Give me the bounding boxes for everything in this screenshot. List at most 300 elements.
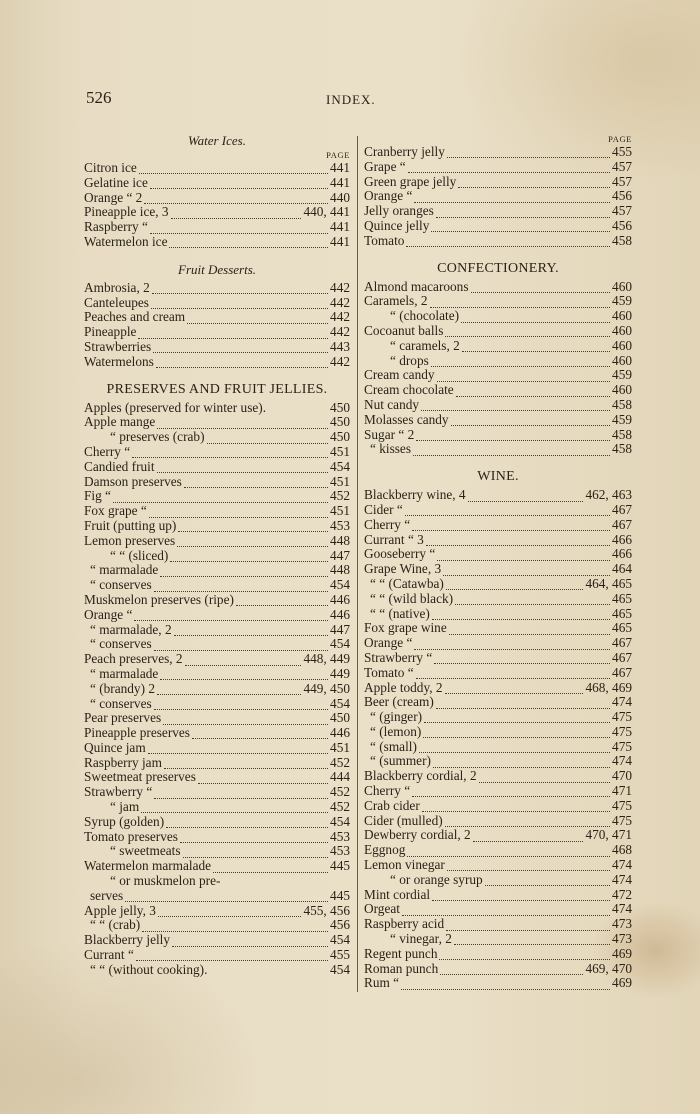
entry-title: Jelly oranges: [364, 204, 434, 219]
dot-leader: [449, 625, 610, 635]
entry-title: Candied fruit: [84, 459, 155, 474]
entry-page-number: 475: [612, 739, 632, 754]
entry-title: Cranberry jelly: [364, 145, 445, 159]
index-entry: [364, 309, 632, 324]
entry-page-number: 475: [612, 724, 632, 739]
entry-page-number: 456: [330, 918, 350, 933]
index-entry: [84, 310, 350, 325]
dot-leader: [434, 654, 610, 664]
dot-leader: [405, 506, 610, 516]
dot-leader: [138, 329, 328, 339]
index-entry: [364, 428, 632, 443]
index-entry: [84, 593, 350, 608]
entry-page-number: 475: [612, 813, 632, 828]
index-entry: [84, 844, 350, 859]
entry-title: “ “ (native): [370, 606, 430, 621]
index-entry: [364, 280, 632, 295]
index-entry: [364, 518, 632, 533]
dot-leader: [170, 552, 328, 562]
entry-title: “ conserves: [90, 696, 152, 711]
section-title: WINE.: [477, 469, 519, 485]
entry-title: “ “ (without cooking).: [90, 962, 208, 977]
entry-page-number: 474: [612, 872, 632, 887]
index-entry: [84, 235, 350, 250]
entry-title: Watermelon marmalade: [84, 859, 212, 874]
entry-page-number: 452: [330, 785, 350, 800]
index-entry: [84, 711, 350, 726]
entry-title: “ caramels, 2: [390, 338, 460, 353]
dot-leader: [431, 222, 610, 232]
entry-title: Cocoanut balls: [364, 323, 444, 338]
entry-page-number: 446: [330, 726, 350, 741]
index-entry: [364, 562, 632, 577]
entry-title: Canteleupes: [84, 295, 149, 310]
index-entry: [84, 785, 350, 800]
entry-page-number: 464: [612, 562, 632, 577]
dot-leader: [163, 715, 328, 725]
dot-leader: [432, 891, 610, 901]
dot-leader: [236, 596, 328, 606]
entry-title: “ or orange syrup: [390, 872, 483, 887]
index-entry: [84, 549, 350, 564]
index-entry: [84, 161, 350, 176]
dot-leader: [154, 700, 328, 710]
entry-page-number: 452: [330, 800, 350, 815]
entry-page-number: 448: [330, 563, 350, 578]
dot-leader: [207, 434, 329, 444]
entry-page-number: 460: [612, 338, 632, 353]
entry-page-number: 453: [330, 829, 350, 844]
dot-leader: [455, 595, 610, 605]
entry-page-number: 459: [612, 294, 632, 309]
dot-leader: [414, 193, 610, 203]
dot-leader: [178, 522, 328, 532]
entry-title: Tomato: [364, 233, 405, 248]
entry-title: “ (lemon): [370, 724, 422, 739]
index-entry: [364, 681, 632, 696]
index-entry: [364, 592, 632, 607]
page-header: [86, 88, 644, 114]
dot-leader: [408, 163, 610, 173]
entry-title: Currant “: [84, 948, 134, 963]
index-entry: [84, 918, 350, 933]
dot-leader: [437, 372, 611, 382]
index-entry: [84, 176, 350, 191]
entry-title: Caramels, 2: [364, 294, 428, 309]
index-entry: [84, 205, 350, 220]
index-section: [364, 469, 632, 991]
entry-page-number: 441: [330, 175, 350, 190]
entry-title: “ marmalade: [90, 563, 159, 578]
entry-title: Fox grape “: [84, 504, 147, 519]
entry-page-number: 460: [612, 279, 632, 294]
index-entry: [364, 189, 632, 204]
dot-leader: [431, 357, 610, 367]
dot-leader: [154, 641, 328, 651]
entry-page-number: 467: [612, 517, 632, 532]
index-section: [84, 382, 350, 978]
entry-page-number: 452: [330, 489, 350, 504]
dot-leader: [160, 670, 328, 680]
index-entry: [364, 160, 632, 175]
dot-leader: [407, 847, 610, 857]
index-entry: [84, 534, 350, 549]
index-entry: [364, 368, 632, 383]
index-entry: [364, 621, 632, 636]
dot-leader: [151, 299, 328, 309]
entry-title: “ “ (sliced): [110, 548, 169, 563]
index-entry: [84, 519, 350, 534]
entry-page-number: 445: [330, 888, 350, 903]
entry-title: Mint cordial: [364, 887, 431, 902]
dot-leader: [416, 431, 610, 441]
entry-title: “ conserves: [90, 578, 152, 593]
entry-page-number: 456: [612, 218, 632, 233]
column-divider: [357, 136, 358, 992]
index-entry: [364, 204, 632, 219]
entry-page-number: 455, 456: [303, 903, 350, 918]
index-entry: [364, 858, 632, 873]
entry-page-number: 458: [612, 427, 632, 442]
dot-leader: [209, 967, 328, 976]
index-entry: [84, 726, 350, 741]
entry-title: Watermelon ice: [84, 234, 168, 249]
entry-title: Fox grape wine: [364, 621, 447, 636]
index-entry: [364, 577, 632, 592]
index-entry: [84, 697, 350, 712]
entry-page-number: 451: [330, 474, 350, 489]
entry-page-number: 458: [612, 397, 632, 412]
entry-page-number: 457: [612, 174, 632, 189]
index-entry: [364, 324, 632, 339]
dot-leader: [430, 298, 611, 308]
index-entry: [364, 383, 632, 398]
dot-leader: [153, 343, 328, 353]
entry-page-number: 446: [330, 592, 350, 607]
entry-title: Rum “: [364, 976, 400, 991]
entry-page-number: 454: [330, 459, 350, 474]
entry-title: Grape “: [364, 159, 406, 174]
dot-leader: [439, 950, 610, 960]
index-entry: [84, 741, 350, 756]
entry-page-number: 454: [330, 578, 350, 593]
index-entry: [84, 682, 350, 697]
dot-leader: [424, 713, 610, 723]
entry-page-number: 460: [612, 323, 632, 338]
entry-page-number: 443: [330, 339, 350, 354]
dot-leader: [406, 237, 610, 247]
dot-leader: [171, 209, 302, 219]
dot-leader: [184, 478, 328, 488]
entry-title: Green grape jelly: [364, 174, 457, 189]
index-entry: [364, 814, 632, 829]
index-entry: [84, 460, 350, 475]
entry-page-number: 469: [612, 976, 632, 991]
index-entry: [84, 563, 350, 578]
entry-title: “ marmalade, 2: [90, 622, 172, 637]
entry-title: Grape Wine, 3: [364, 562, 442, 577]
entry-title: Orange “: [84, 607, 133, 622]
dot-leader: [433, 758, 610, 768]
entry-page-number: 442: [330, 354, 350, 369]
section-title: CONFECTIONERY.: [437, 260, 559, 276]
entry-title: Orange “: [364, 636, 413, 651]
index-entry: [364, 533, 632, 548]
index-entry: [364, 175, 632, 190]
index-entry: [84, 489, 350, 504]
entry-title: Tomato “: [364, 665, 414, 680]
index-entry: [364, 695, 632, 710]
dot-leader: [485, 876, 610, 886]
entry-page-number: 448: [330, 533, 350, 548]
dot-leader: [149, 508, 328, 518]
index-entry: [364, 398, 632, 413]
entry-title: Apples (preserved for winter use).: [84, 400, 267, 415]
dot-leader: [402, 906, 610, 916]
entry-title: Peaches and cream: [84, 310, 186, 325]
entry-page-number: 475: [612, 710, 632, 725]
index-entry: [364, 902, 632, 917]
index-entry: [364, 754, 632, 769]
dot-leader: [187, 314, 328, 324]
dot-leader: [413, 446, 610, 456]
page-number: 526: [86, 88, 112, 107]
index-entry: [364, 234, 632, 249]
entry-page-number: 450: [330, 400, 350, 415]
index-entry: [84, 355, 350, 370]
entry-page-number: 467: [612, 665, 632, 680]
entry-title: Pineapple preserves: [84, 726, 190, 741]
entry-title: Cherry “: [364, 517, 411, 532]
index-entry: [364, 873, 632, 888]
index-entry: [364, 784, 632, 799]
dot-leader: [456, 387, 610, 397]
section-title: Water Ices.: [187, 133, 246, 148]
entry-title: “ preserves (crab): [110, 430, 205, 445]
dot-leader: [213, 863, 328, 873]
dot-leader: [183, 848, 329, 858]
index-entry: [364, 636, 632, 651]
entry-title: Strawberry “: [84, 785, 153, 800]
entry-page-number: 444: [330, 770, 350, 785]
entry-title: “ jam: [110, 800, 140, 815]
index-entry: [364, 442, 632, 457]
dot-leader: [414, 640, 610, 650]
entry-title: “ (brandy) 2: [90, 681, 155, 696]
entry-page-number: 468: [612, 843, 632, 858]
index-entry: [84, 963, 350, 978]
dot-leader: [447, 861, 610, 871]
entry-page-number: 445: [330, 859, 350, 874]
entry-page-number: 455: [612, 145, 632, 159]
dot-leader: [445, 817, 610, 827]
dot-leader: [461, 313, 610, 323]
entry-title: Apple mange: [84, 415, 156, 430]
entry-title: “ kisses: [370, 442, 411, 457]
entry-page-number: 460: [612, 353, 632, 368]
entry-title: Cherry “: [364, 784, 411, 799]
dot-leader: [436, 208, 610, 218]
entry-page-number: 442: [330, 280, 350, 295]
entry-page-number: 458: [612, 442, 632, 457]
dot-leader: [134, 611, 328, 621]
entry-page-number: 451: [330, 444, 350, 459]
index-entry: [364, 145, 632, 160]
running-title: INDEX.: [326, 92, 376, 107]
entry-page-number: 460: [612, 383, 632, 398]
entry-title: Muskmelon preserves (ripe): [84, 592, 234, 607]
index-entry: [84, 445, 350, 460]
entry-title: Cream chocolate: [364, 383, 454, 398]
dot-leader: [172, 937, 328, 947]
dot-leader: [180, 833, 328, 843]
entry-page-number: 453: [330, 844, 350, 859]
entry-page-number: 470: [612, 769, 632, 784]
entry-title: Cider “: [364, 502, 403, 517]
entry-page-number: 442: [330, 325, 350, 340]
entry-page-number: 468, 469: [585, 680, 632, 695]
dot-leader: [141, 803, 328, 813]
entry-page-number: 472: [612, 887, 632, 902]
dot-leader: [157, 685, 301, 695]
index-entry: [364, 710, 632, 725]
entry-page-number: 462, 463: [585, 488, 632, 503]
entry-page-number: 465: [612, 606, 632, 621]
index-entry: [364, 828, 632, 843]
index-entry: [364, 488, 632, 503]
entry-title: Strawberries: [84, 339, 152, 354]
entry-page-number: 451: [330, 504, 350, 519]
index-entry: [84, 904, 350, 919]
dot-leader: [142, 922, 328, 932]
dot-leader: [401, 980, 610, 990]
entry-page-number: 473: [612, 932, 632, 947]
entry-page-number: 469, 470: [585, 961, 632, 976]
entry-title: Syrup (golden): [84, 814, 165, 829]
entry-title: serves: [90, 888, 124, 903]
entry-title: Almond macaroons: [364, 279, 469, 294]
entry-title: Gooseberry “: [364, 547, 436, 562]
entry-page-number: 450: [330, 711, 350, 726]
entry-title: Lemon preserves: [84, 533, 176, 548]
index-entry: [84, 430, 350, 445]
index-entry: [84, 815, 350, 830]
dot-leader: [174, 626, 328, 636]
entry-title: Fruit (putting up): [84, 518, 177, 533]
entry-page-number: 465: [612, 591, 632, 606]
entry-title: Blackberry jelly: [84, 933, 171, 948]
entry-title: Beer (cream): [364, 695, 434, 710]
entry-title: Raspberry acid: [364, 917, 445, 932]
dot-leader: [222, 878, 348, 887]
entry-page-number: 455: [330, 948, 350, 963]
section-title: PRESERVES AND FRUIT JELLIES.: [106, 381, 328, 397]
dot-leader: [445, 684, 584, 694]
entry-page-number: 452: [330, 755, 350, 770]
entry-page-number: 475: [612, 798, 632, 813]
page-column-label: PAGE: [326, 150, 350, 160]
index-entry: [364, 962, 632, 977]
entry-title: Citron ice: [84, 161, 137, 175]
index-entry: [364, 932, 632, 947]
entry-page-number: 467: [612, 650, 632, 665]
index-entry: [84, 578, 350, 593]
index-entry: [364, 413, 632, 428]
entry-title: Nut candy: [364, 397, 420, 412]
index-entry: [84, 415, 350, 430]
entry-title: Cider (mulled): [364, 813, 443, 828]
entry-page-number: 450: [330, 415, 350, 430]
entry-title: Regent punch: [364, 946, 438, 961]
entry-title: Orange “ 2: [84, 190, 143, 205]
entry-title: Lemon vinegar: [364, 858, 445, 873]
entry-page-number: 471: [612, 784, 632, 799]
entry-page-number: 460: [612, 309, 632, 324]
dot-leader: [423, 728, 610, 738]
dot-leader: [422, 802, 610, 812]
entry-page-number: 459: [612, 412, 632, 427]
dot-leader: [412, 521, 610, 531]
entry-page-number: 454: [330, 933, 350, 948]
index-section: [84, 133, 350, 250]
entry-title: Tomato preserves: [84, 829, 178, 844]
entry-page-number: 458: [612, 233, 632, 248]
dot-leader: [446, 580, 584, 590]
page-column-label: PAGE: [608, 134, 632, 144]
index-entry: [364, 947, 632, 962]
dot-leader: [412, 787, 610, 797]
dot-leader: [416, 669, 610, 679]
entry-page-number: 454: [330, 696, 350, 711]
entry-page-number: 459: [612, 368, 632, 383]
index-entry: [364, 666, 632, 681]
entry-page-number: 454: [330, 814, 350, 829]
entry-page-number: 447: [330, 548, 350, 563]
index-entry: [84, 608, 350, 623]
index-entry: [84, 623, 350, 638]
entry-page-number: 442: [330, 295, 350, 310]
entry-title: Blackberry wine, 4: [364, 488, 466, 503]
entry-title: Damson preserves: [84, 474, 182, 489]
dot-leader: [436, 699, 610, 709]
entry-title: Gelatine ice: [84, 175, 148, 190]
index-entry: [84, 281, 350, 296]
entry-title: Pear preserves: [84, 711, 162, 726]
entry-page-number: 442: [330, 310, 350, 325]
entry-page-number: 441: [330, 161, 350, 175]
entry-title: Dewberry cordial, 2: [364, 828, 471, 843]
index-entry: [364, 651, 632, 666]
entry-title: Sugar “ 2: [364, 427, 415, 442]
entry-title: Cherry “: [84, 444, 131, 459]
index-entry: [364, 294, 632, 309]
dot-leader: [432, 610, 610, 620]
entry-page-number: 450: [330, 430, 350, 445]
entry-page-number: 469: [612, 946, 632, 961]
dot-leader: [158, 907, 302, 917]
entry-page-number: 440, 441: [303, 205, 350, 220]
dot-leader: [152, 284, 328, 294]
entry-title: “ (chocolate): [390, 309, 460, 324]
index-column-right: [364, 133, 632, 991]
dot-leader: [479, 773, 610, 783]
dot-leader: [192, 729, 328, 739]
dot-leader: [458, 178, 610, 188]
entry-title: “ (small): [370, 739, 417, 754]
entry-page-number: 457: [612, 204, 632, 219]
index-entry: [364, 607, 632, 622]
entry-page-number: 466: [612, 547, 632, 562]
